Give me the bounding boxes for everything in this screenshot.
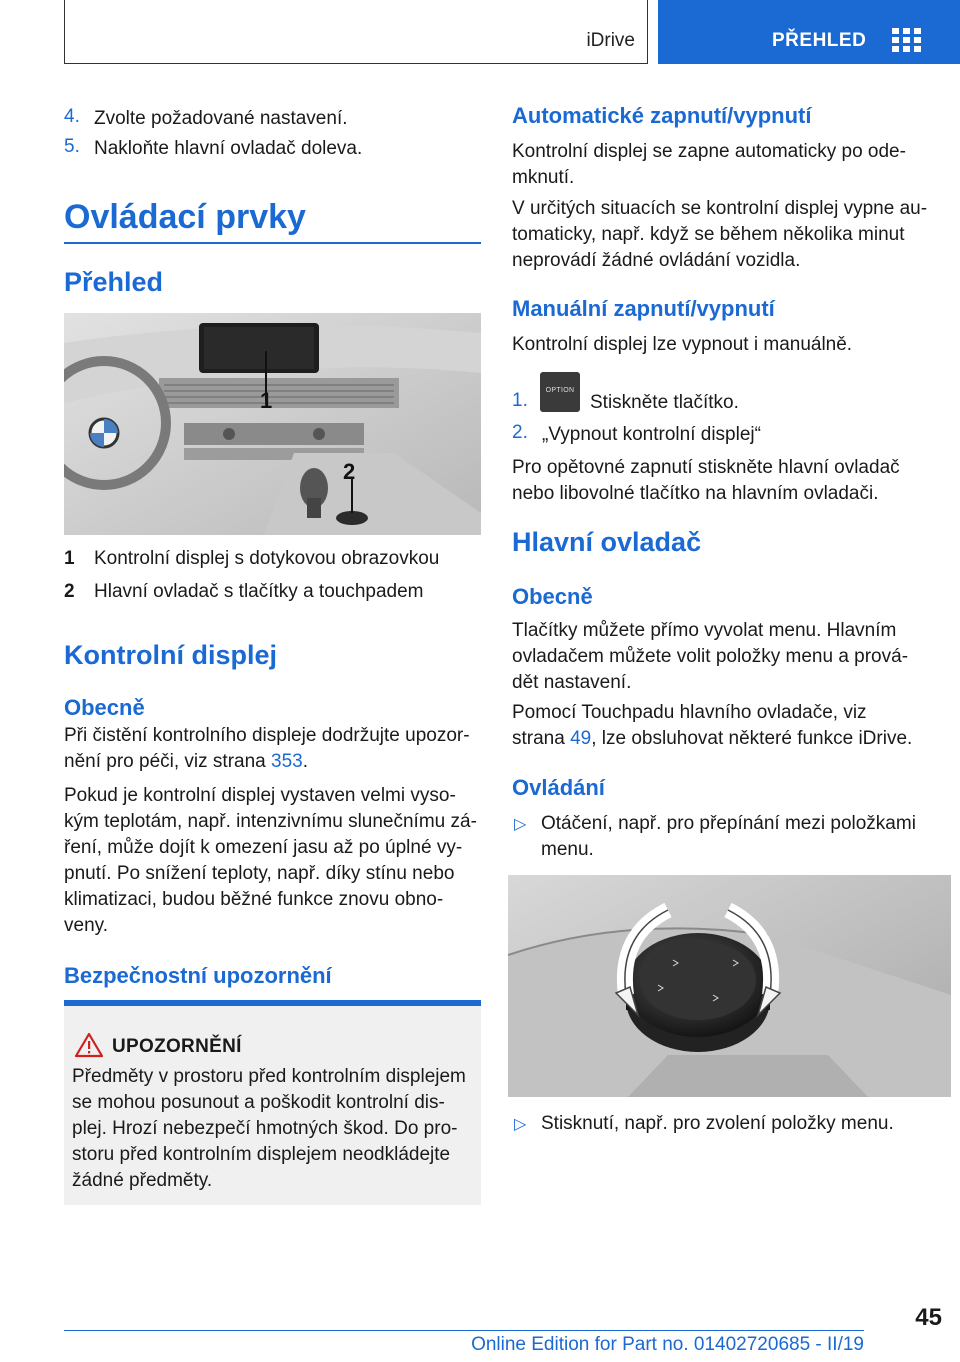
step-number: 1. [512,390,528,411]
heading-general: Obecně [64,695,145,720]
dashboard-illustration [64,313,481,535]
legend-number: 1 [64,548,75,569]
bullet-press: Stisknutí, např. pro zvolení položky menu. [541,1113,894,1134]
page-number: 45 [915,1304,942,1331]
section-rule [64,242,481,244]
controller-illustration [508,875,951,1097]
paragraph-reactivate: Pro opětovné zapnutí stiskněte hlavní ovladač nebo libovolné tlačítko na hlavním ovladači. [512,457,900,504]
option-button-icon: OPTION [540,372,580,412]
step-number: 2. [512,422,528,443]
warning-text: Předměty v prostoru před kontrolním displejem se mohou posunout a poškodit kontrolní dis- plej. Hrozí nebezpečí hmotných škod. Do pro- storu před kontrolním displejem neodkládejte žádné předměty. [72,1066,466,1191]
legend-text: Kontrolní displej s dotykovou obrazovkou [94,548,440,569]
subsection-title-overview: Přehled [64,267,164,297]
heading-safety: Bezpečnostní upozornění [64,963,332,988]
paragraph-care: Při čistění kontrolního displeje dodržujte upozor- nění pro péči, viz strana 353. [64,725,470,772]
heading-operation: Ovládání [512,775,605,800]
callout-1: 1 [260,388,273,413]
paragraph-auto: Kontrolní displej se zapne automaticky po ode- mknutí. [512,141,906,188]
step-text: „Vypnout kontrolní displej“ [542,424,761,445]
heading-manual-onoff: Manuální zapnutí/vypnutí [512,296,775,321]
legend-text: Hlavní ovladač s tlačítky a touchpadem [94,581,424,602]
paragraph-touchpad: Pomocí Touchpadu hlavního ovladače, viz strana 49, lze obsluhovat některé funkce iDrive. [512,702,913,749]
paragraph-manual: Kontrolní displej lze vypnout i manuálně. [512,334,853,355]
header-tab-overview [658,0,960,64]
bullet-rotate: Otáčení, např. pro přepínání mezi položkami menu. [541,813,916,860]
heading-auto-onoff: Automatické zapnutí/vypnutí [512,103,812,128]
footer-rule [64,1330,864,1331]
paragraph-temperature: Pokud je kontrolní displej vystaven velmi vyso- kým teplotám, např. intenzivnímu slunečnímu zá- ření, může dojít k omezení jasu až po úplné vy- pnutí. Po snížení teploty, např. díky stínu nebo klimatizaci, budou běžné funkce znovu obno- veny. [64,785,477,936]
page-link-353[interactable]: 353 [271,751,303,772]
legend-number: 2 [64,581,75,602]
warning-title: UPOZORNĚNÍ [112,1036,242,1057]
header-tab-idrive [64,0,648,64]
section-title: Ovládací prvky [64,198,306,236]
subsection-title-display: Kontrolní displej [64,640,277,670]
step-number: 4. [64,106,80,127]
warning-box [64,1000,481,1205]
subsection-title-controller: Hlavní ovladač [512,527,702,557]
step-number: 5. [64,136,80,157]
grid-icon [892,28,922,52]
step-text: Nakloňte hlavní ovladač doleva. [94,138,363,159]
bullet-triangle-icon: ▷ [514,1116,527,1133]
warning-triangle-icon [74,1032,104,1058]
header-left-label: iDrive [586,30,635,51]
bullet-triangle-icon: ▷ [514,816,527,833]
heading-general: Obecně [512,584,593,609]
step-text: Stiskněte tlačítko. [590,392,739,413]
page-link-49[interactable]: 49 [570,728,592,749]
paragraph-auto-off: V určitých situacích se kontrolní displej vypne au- tomaticky, např. když se během několika minut neprovádí žádné ovládání vozidla. [512,198,928,271]
header-right-label: PŘEHLED [772,30,867,51]
paragraph-controller-general: Tlačítky můžete přímo vyvolat menu. Hlavním ovladačem můžete volit položky menu a prová- dět nastavení. [512,620,909,693]
footer-edition: Online Edition for Part no. 01402720685 - II/19 [471,1334,864,1355]
callout-2: 2 [343,459,356,484]
step-text: Zvolte požadované nastavení. [94,108,348,129]
